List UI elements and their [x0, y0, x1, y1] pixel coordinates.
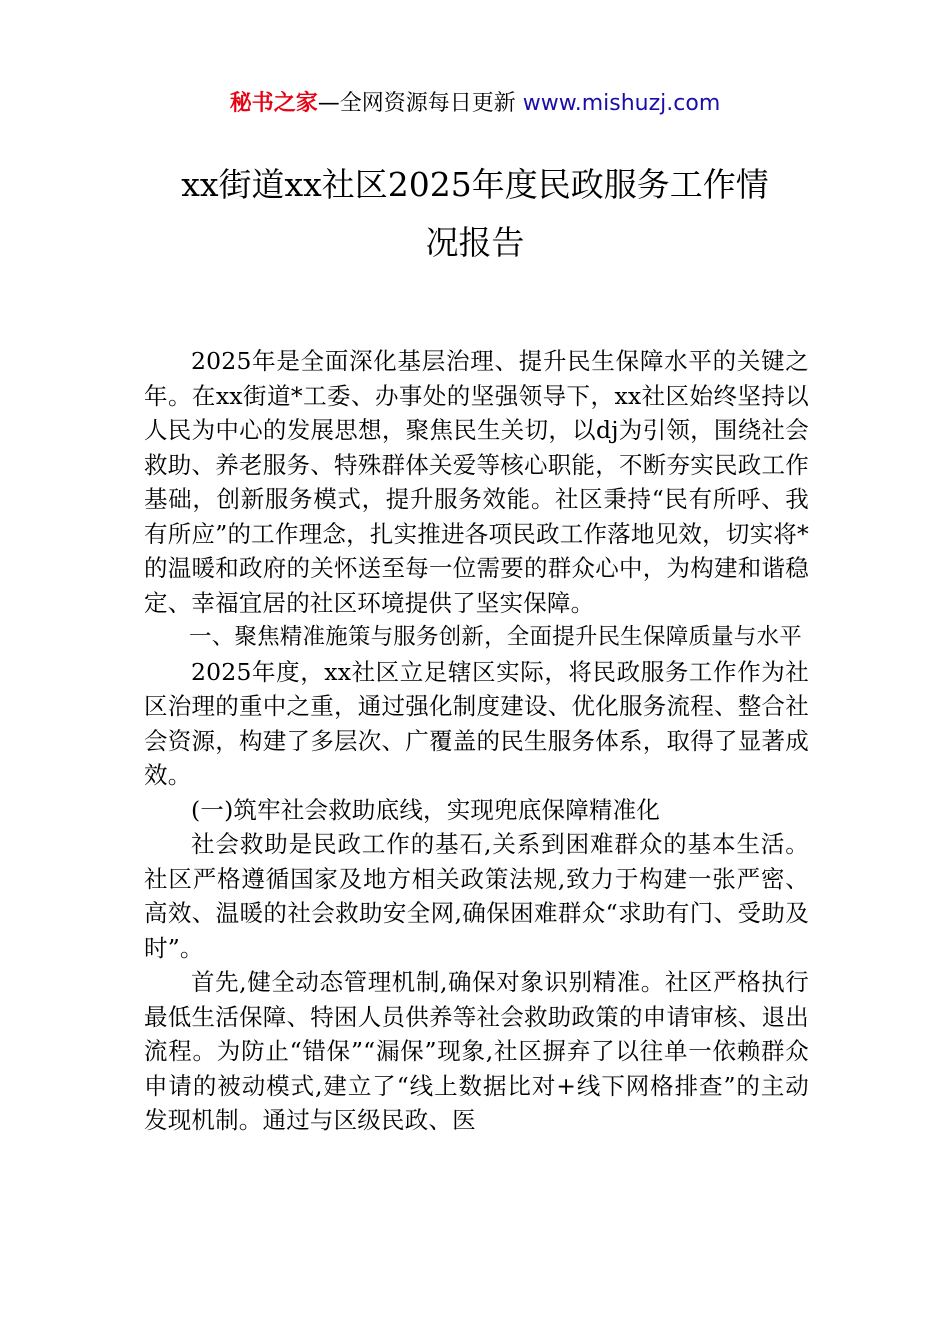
section-1-paragraph: 2025年度，xx社区立足辖区实际，将民政服务工作作为社区治理的重中之重，通过强化制度建设、优化服务流程、整合社会资源，构建了多层次、广覆盖的民生服务体系，取得了显著成效。: [144, 657, 809, 789]
header-tagline: —全网资源每日更新: [317, 91, 523, 116]
document-title-line-1: xx街道xx社区2025年度民政服务工作情: [181, 165, 769, 204]
subsection-1-detail-paragraph: 首先,健全动态管理机制,确保对象识别精准。社区严格执行最低生活保障、特困人员供养等社会救助政策的申请审核、退出流程。为防止“错保”“漏保”现象,社区摒弃了以往单一依赖群众申请的被动模式,建立了“线上数据比对+线下网格排查”的主动发现机制。通过与区级民政、医: [144, 968, 809, 1134]
document-title: [120, 156, 830, 272]
brand-name: 秘书之家: [229, 91, 318, 116]
document-title-line-2: 况报告: [425, 223, 525, 262]
document-body: [144, 344, 809, 1138]
site-url-link[interactable]: www.mishuzj.com: [522, 91, 721, 116]
subsection-heading-1: (一)筑牢社会救助底线，实现兜底保障精准化: [191, 795, 661, 824]
intro-paragraph: 2025年是全面深化基层治理、提升民生保障水平的关键之年。在xx街道*工委、办事处的坚强领导下，xx社区始终坚持以人民为中心的发展思想，聚焦民生关切，以dj为引领，围绕社会救助、养老服务、特殊群体关爱等核心职能，不断夯实民政工作基础，创新服务模式，提升服务效能。社区秉持“民有所呼、我有所应”的工作理念，扎实推进各项民政工作落地见效，切实将*的温暖和政府的关怀送至每一位需要的群众心中，为构建和谐稳定、幸福宜居的社区环境提供了坚实保障。: [144, 347, 809, 617]
subsection-1-paragraph: 社会救助是民政工作的基石,关系到困难群众的基本生活。社区严格遵循国家及地方相关政策法规,致力于构建一张严密、高效、温暖的社会救助安全网,确保困难群众“求助有门、受助及时”。: [144, 830, 809, 962]
site-header: [0, 86, 950, 122]
section-heading-1: 一、聚焦精准施策与服务创新，全面提升民生保障质量与水平: [189, 624, 802, 650]
